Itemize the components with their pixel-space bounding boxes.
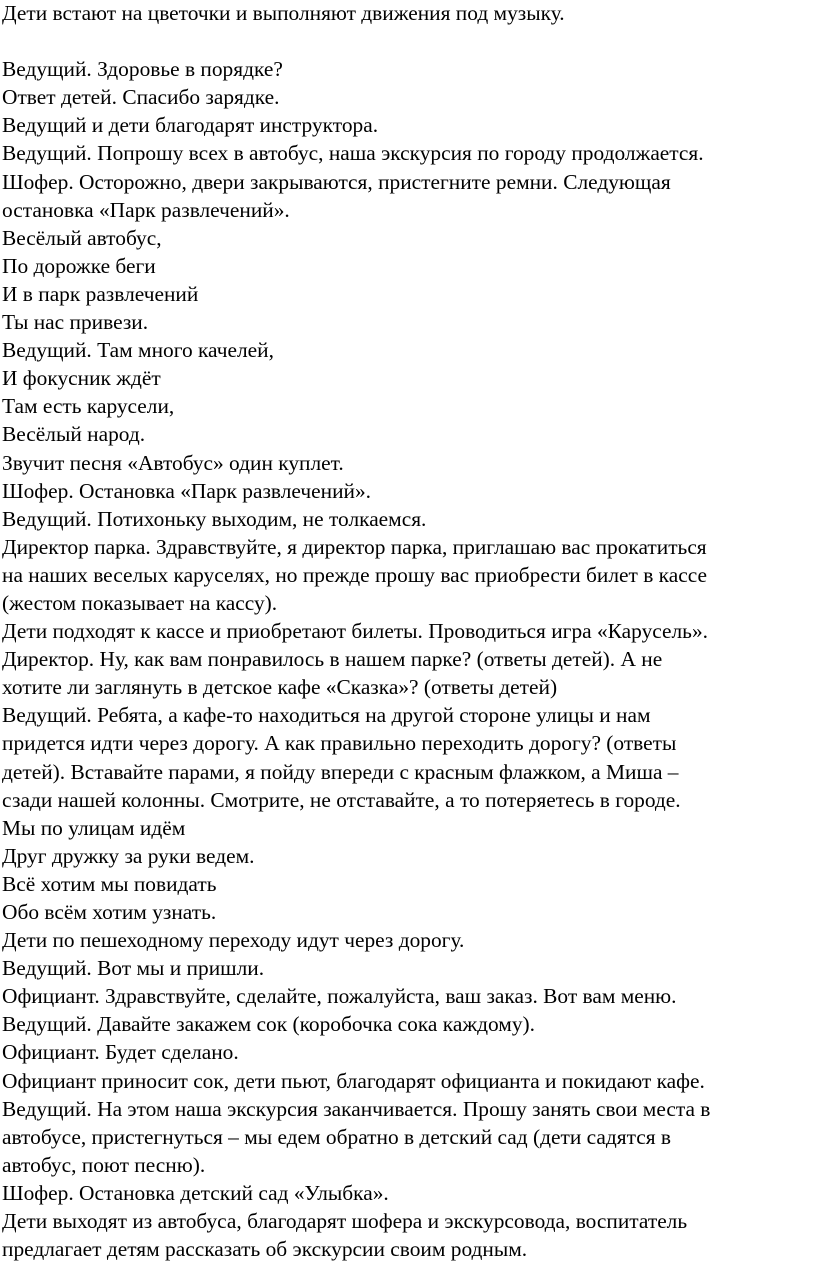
text-line: Друг дружку за руки ведем. [2, 843, 255, 868]
text-line: Директор парка. Здравствуйте, я директор парка, приглашаю вас прокатиться [2, 534, 707, 559]
text-line: По дорожке беги [2, 253, 156, 278]
text-line: И в парк развлечений [2, 281, 199, 306]
text-line: на наших веселых каруселях, но прежде прошу вас приобрести билет в кассе [2, 562, 707, 587]
text-line: придется идти через дорогу. А как правильно переходить дорогу? (ответы [2, 731, 677, 756]
text-line: автобус, поют песню). [2, 1152, 206, 1177]
text-line: остановка «Парк развлечений». [2, 197, 290, 222]
text-line: Ведущий. Вот мы и пришли. [2, 956, 265, 981]
text-line: Ведущий. На этом наша экскурсия заканчивается. Прошу занять свои места в [2, 1096, 711, 1121]
text-line: Обо всём хотим узнать. [2, 900, 217, 924]
text-line: Ведущий. Ребята, а кафе-то находиться на другой стороне улицы и нам [2, 703, 651, 728]
text-line: Ты нас привези. [2, 310, 149, 335]
text-line: Шофер. Остановка «Парк развлечений». [2, 478, 372, 503]
text-line: Официант. Будет сделано. [2, 1040, 239, 1065]
text-line: Весёлый народ. [2, 422, 146, 447]
text-line: хотите ли заглянуть в детское кафе «Сказка»? (ответы детей) [2, 675, 558, 700]
text-line: Звучит песня «Автобус» один куплет. [2, 450, 344, 475]
blank-line [2, 27, 814, 55]
text-line: Официант приносит сок, дети пьют, благодарят официанта и покидают кафе. [2, 1068, 705, 1093]
text-line: Ведущий. Там много качелей, [2, 338, 274, 363]
text-line: Ведущий. Потихоньку выходим, не толкаемся. [2, 506, 427, 531]
text-line: Дети встают на цветочки и выполняют движения под музыку. [2, 1, 565, 25]
text-line: Директор. Ну, как вам понравилось в нашем парке? (ответы детей). А не [2, 647, 663, 672]
text-line: Ведущий и дети благодарят инструктора. [2, 113, 379, 138]
text-line: Ведущий. Здоровье в порядке? [2, 57, 283, 82]
text-line: Дети по пешеходному переходу идут через дорогу. [2, 928, 465, 953]
text-line: Официант. Здравствуйте, сделайте, пожалуйста, ваш заказ. Вот вам меню. [2, 984, 677, 1009]
text-line: Шофер. Осторожно, двери закрываются, пристегните ремни. Следующая [2, 169, 671, 194]
text-line: автобусе, пристегнуться – мы едем обратно в детский сад (дети садятся в [2, 1124, 672, 1149]
text-line: предлагает детям рассказать об экскурсии своим родным. [2, 1237, 528, 1262]
text-line: Ответ детей. Спасибо зарядке. [2, 85, 280, 110]
text-line: И фокусник ждёт [2, 366, 161, 391]
text-line: (жестом показывает на кассу). [2, 590, 278, 615]
text-line: сзади нашей колонны. Смотрите, не отставайте, а то потеряетесь в городе. [2, 787, 681, 812]
text-line: Всё хотим мы повидать [2, 871, 217, 896]
text-line: Дети выходят из автобуса, благодарят шофера и экскурсовода, воспитатель [2, 1209, 688, 1234]
text-line: Мы по улицам идём [2, 815, 186, 840]
text-line: Дети подходят к кассе и приобретают билеты. Проводиться игра «Карусель». [2, 619, 708, 644]
text-line: детей). Вставайте парами, я пойду впереди с красным флажком, а Миша – [2, 759, 679, 784]
text-line: Ведущий. Давайте закажем сок (коробочка сока каждому). [2, 1012, 535, 1037]
document-body [2, 0, 814, 1263]
text-line: Шофер. Остановка детский сад «Улыбка». [2, 1180, 389, 1205]
text-line: Весёлый автобус, [2, 225, 162, 250]
text-line: Ведущий. Попрошу всех в автобус, наша экскурсия по городу продолжается. [2, 141, 704, 166]
text-line: Там есть карусели, [2, 394, 175, 419]
